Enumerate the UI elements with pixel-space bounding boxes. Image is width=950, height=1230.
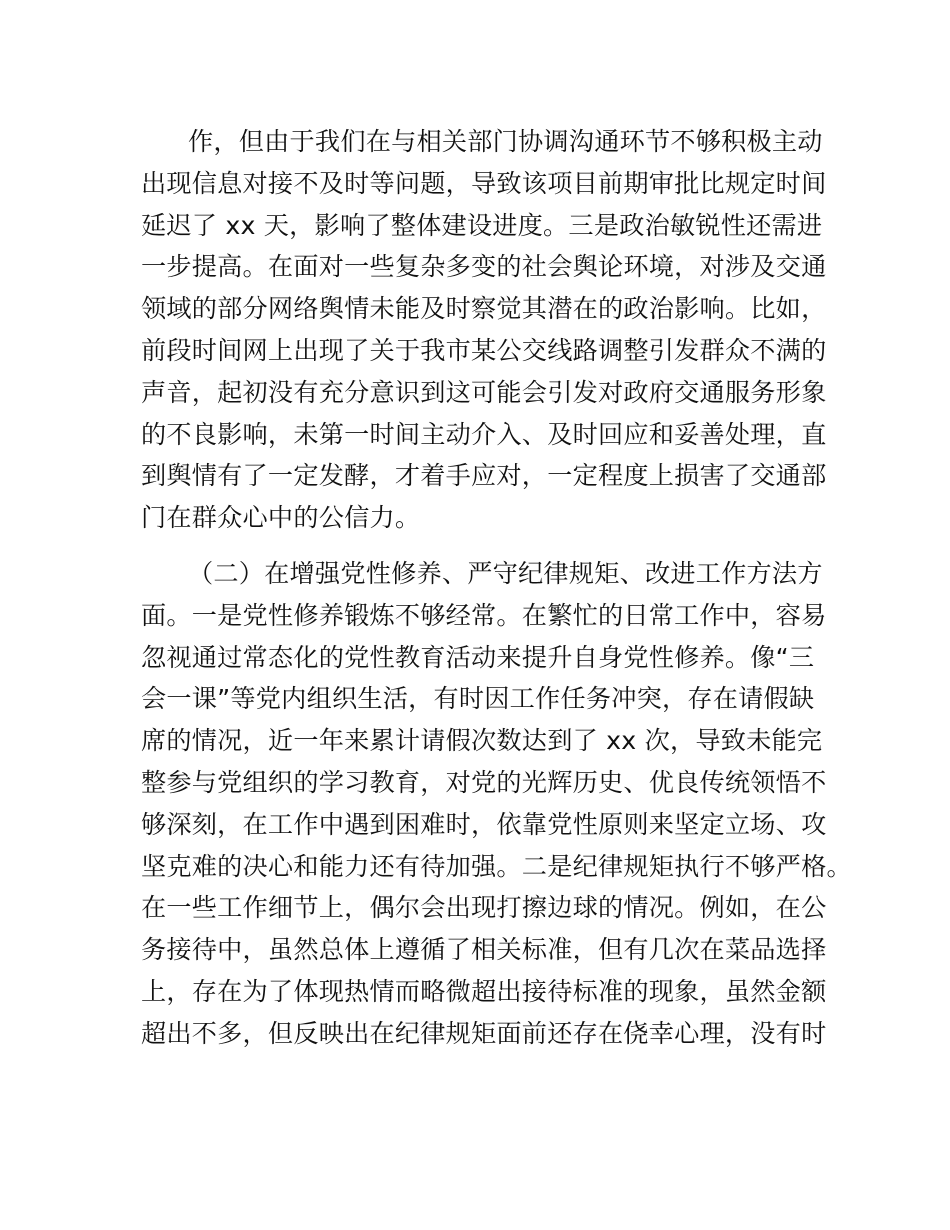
paragraph-continuation xyxy=(141,121,827,539)
text-line: 领域的部分网络舆情未能及时察觉其潜在的政治影响。比如， xyxy=(141,294,827,324)
text-line: 门在群众心中的公信力。 xyxy=(141,503,421,533)
text-line: 面。一是党性修养锻炼不够经常。在繁忙的日常工作中，容易 xyxy=(141,600,827,630)
text-line: 坚克难的决心和能力还有待加强。二是纪律规矩执行不够严格。 xyxy=(141,851,852,881)
text-line: 的不良影响，未第一时间主动介入、及时回应和妥善处理，直 xyxy=(141,419,827,449)
text-line: 延迟了 xx 天，影响了整体建设进度。三是政治敏锐性还需进 xyxy=(141,210,823,240)
text-line: 在一些工作细节上，偶尔会出现打擦边球的情况。例如，在公 xyxy=(141,893,827,923)
text-line: 务接待中，虽然总体上遵循了相关标准，但有几次在菜品选择 xyxy=(141,935,827,965)
text-line: 席的情况，近一年来累计请假次数达到了 xx 次，导致未能完 xyxy=(141,726,823,756)
text-line: 声音，起初没有充分意识到这可能会引发对政府交通服务形象 xyxy=(141,377,827,407)
text-line: 够深刻，在工作中遇到困难时，依靠党性原则来坚定立场、攻 xyxy=(141,809,827,839)
text-line: 出现信息对接不及时等问题，导致该项目前期审批比规定时间 xyxy=(141,168,827,198)
text-line: 作，但由于我们在与相关部门协调沟通环节不够积极主动 xyxy=(188,127,823,156)
text-line: 会一课”等党内组织生活，有时因工作任务冲突，存在请假缺 xyxy=(141,684,815,714)
text-line: 到舆情有了一定发酵，才着手应对，一定程度上损害了交通部 xyxy=(141,461,827,491)
text-line: （二）在增强党性修养、严守纪律规矩、改进工作方法方 xyxy=(188,559,823,588)
text-line: 上，存在为了体现热情而略微超出接待标准的现象，虽然金额 xyxy=(141,976,827,1006)
paragraph-section-two xyxy=(141,553,852,1055)
text-line: 超出不多，但反映出在纪律规矩面前还存在侥幸心理，没有时 xyxy=(141,1018,827,1048)
text-line: 一步提高。在面对一些复杂多变的社会舆论环境，对涉及交通 xyxy=(141,252,827,282)
text-line: 忽视通过常态化的党性教育活动来提升自身党性修养。像“三 xyxy=(141,642,815,672)
text-line: 前段时间网上出现了关于我市某公交线路调整引发群众不满的 xyxy=(141,335,827,365)
text-line: 整参与党组织的学习教育，对党的光辉历史、优良传统领悟不 xyxy=(141,767,827,797)
